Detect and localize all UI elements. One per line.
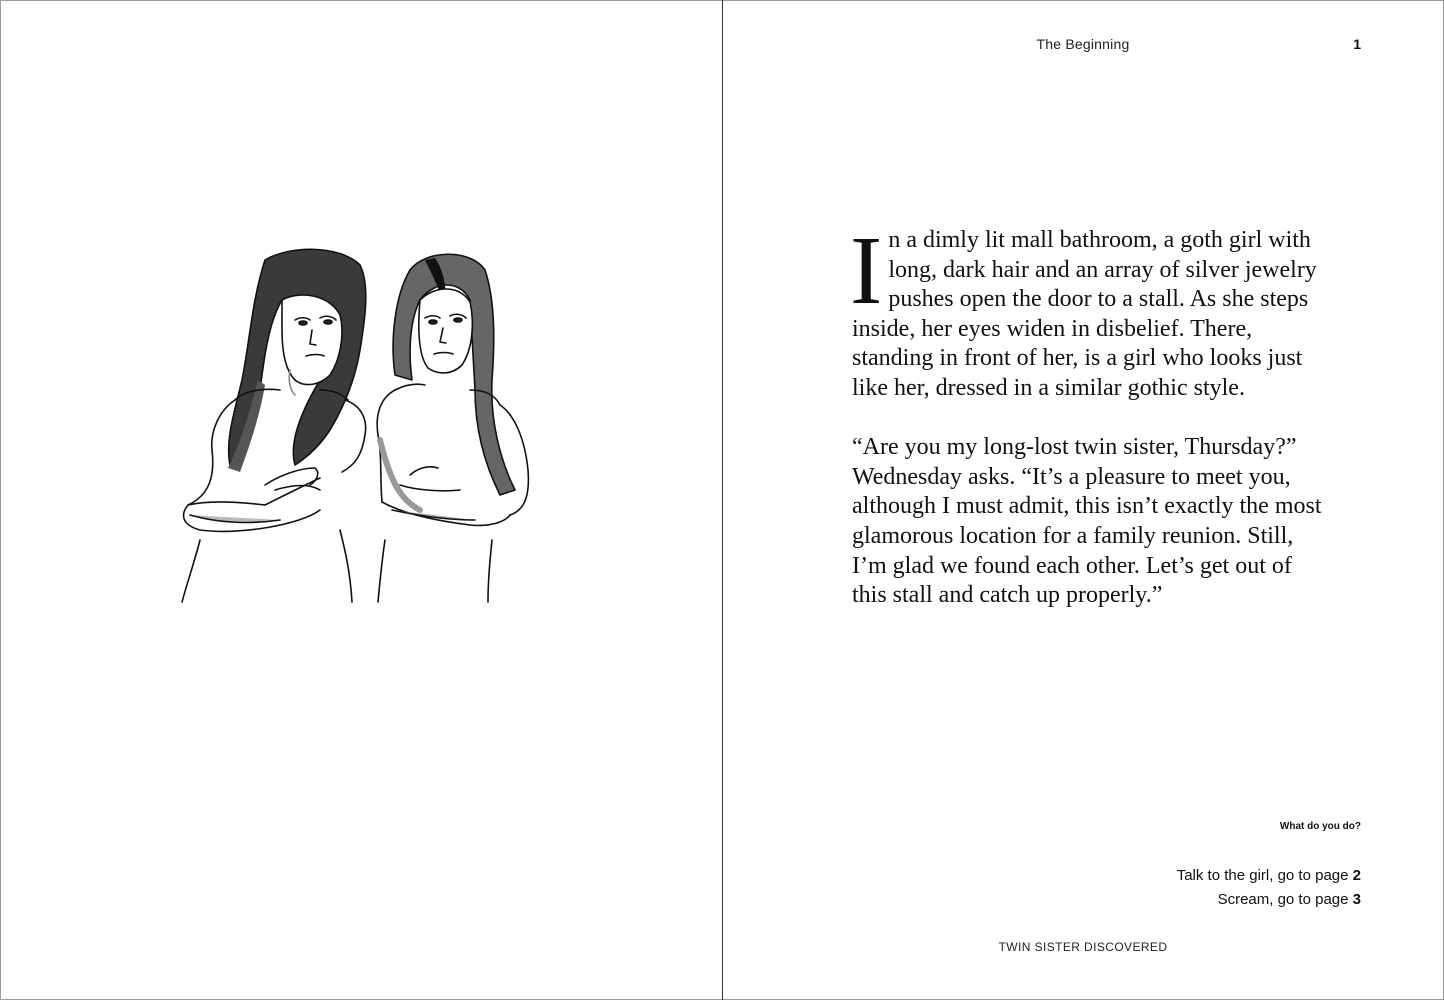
drop-cap: I	[850, 217, 883, 324]
choice-page-number: 2	[1352, 867, 1361, 884]
choice-text: Talk to the girl, go to page	[1176, 867, 1353, 884]
running-head: The Beginning	[1036, 36, 1130, 52]
chapter-footer: TWIN SISTER DISCOVERED	[998, 940, 1168, 954]
paragraph-1-text: n a dimly lit mall bathroom, a goth girl with long, dark hair and an array of silver jewelry pushes open the door to a stall. As she steps inside, her eyes widen in disbelief. There, standing in front of her, is a girl who looks just like her, dressed in a similar gothic style.	[852, 227, 1317, 401]
choice-scream[interactable]	[1177, 888, 1361, 912]
choice-page-number: 3	[1352, 891, 1361, 908]
page-number: 1	[1353, 36, 1361, 52]
story-text	[850, 217, 1322, 611]
choice-talk-to-girl[interactable]	[1177, 864, 1361, 888]
choice-prompt: What do you do?	[1279, 821, 1361, 832]
choice-text: Scream, go to page	[1217, 891, 1353, 908]
paragraph-1	[850, 217, 1322, 404]
choice-list	[1177, 864, 1361, 912]
paragraph-2: “Are you my long-lost twin sister, Thursday?” Wednesday asks. “It’s a pleasure to meet you, although I must admit, this isn’t exactly the most glamorous location for a family reunion. Still, I’m glad we found each other. Let’s get out of this stall and catch up properly.”	[852, 434, 1322, 609]
twin-girls-illustration	[170, 240, 570, 620]
right-page	[723, 0, 1444, 1000]
